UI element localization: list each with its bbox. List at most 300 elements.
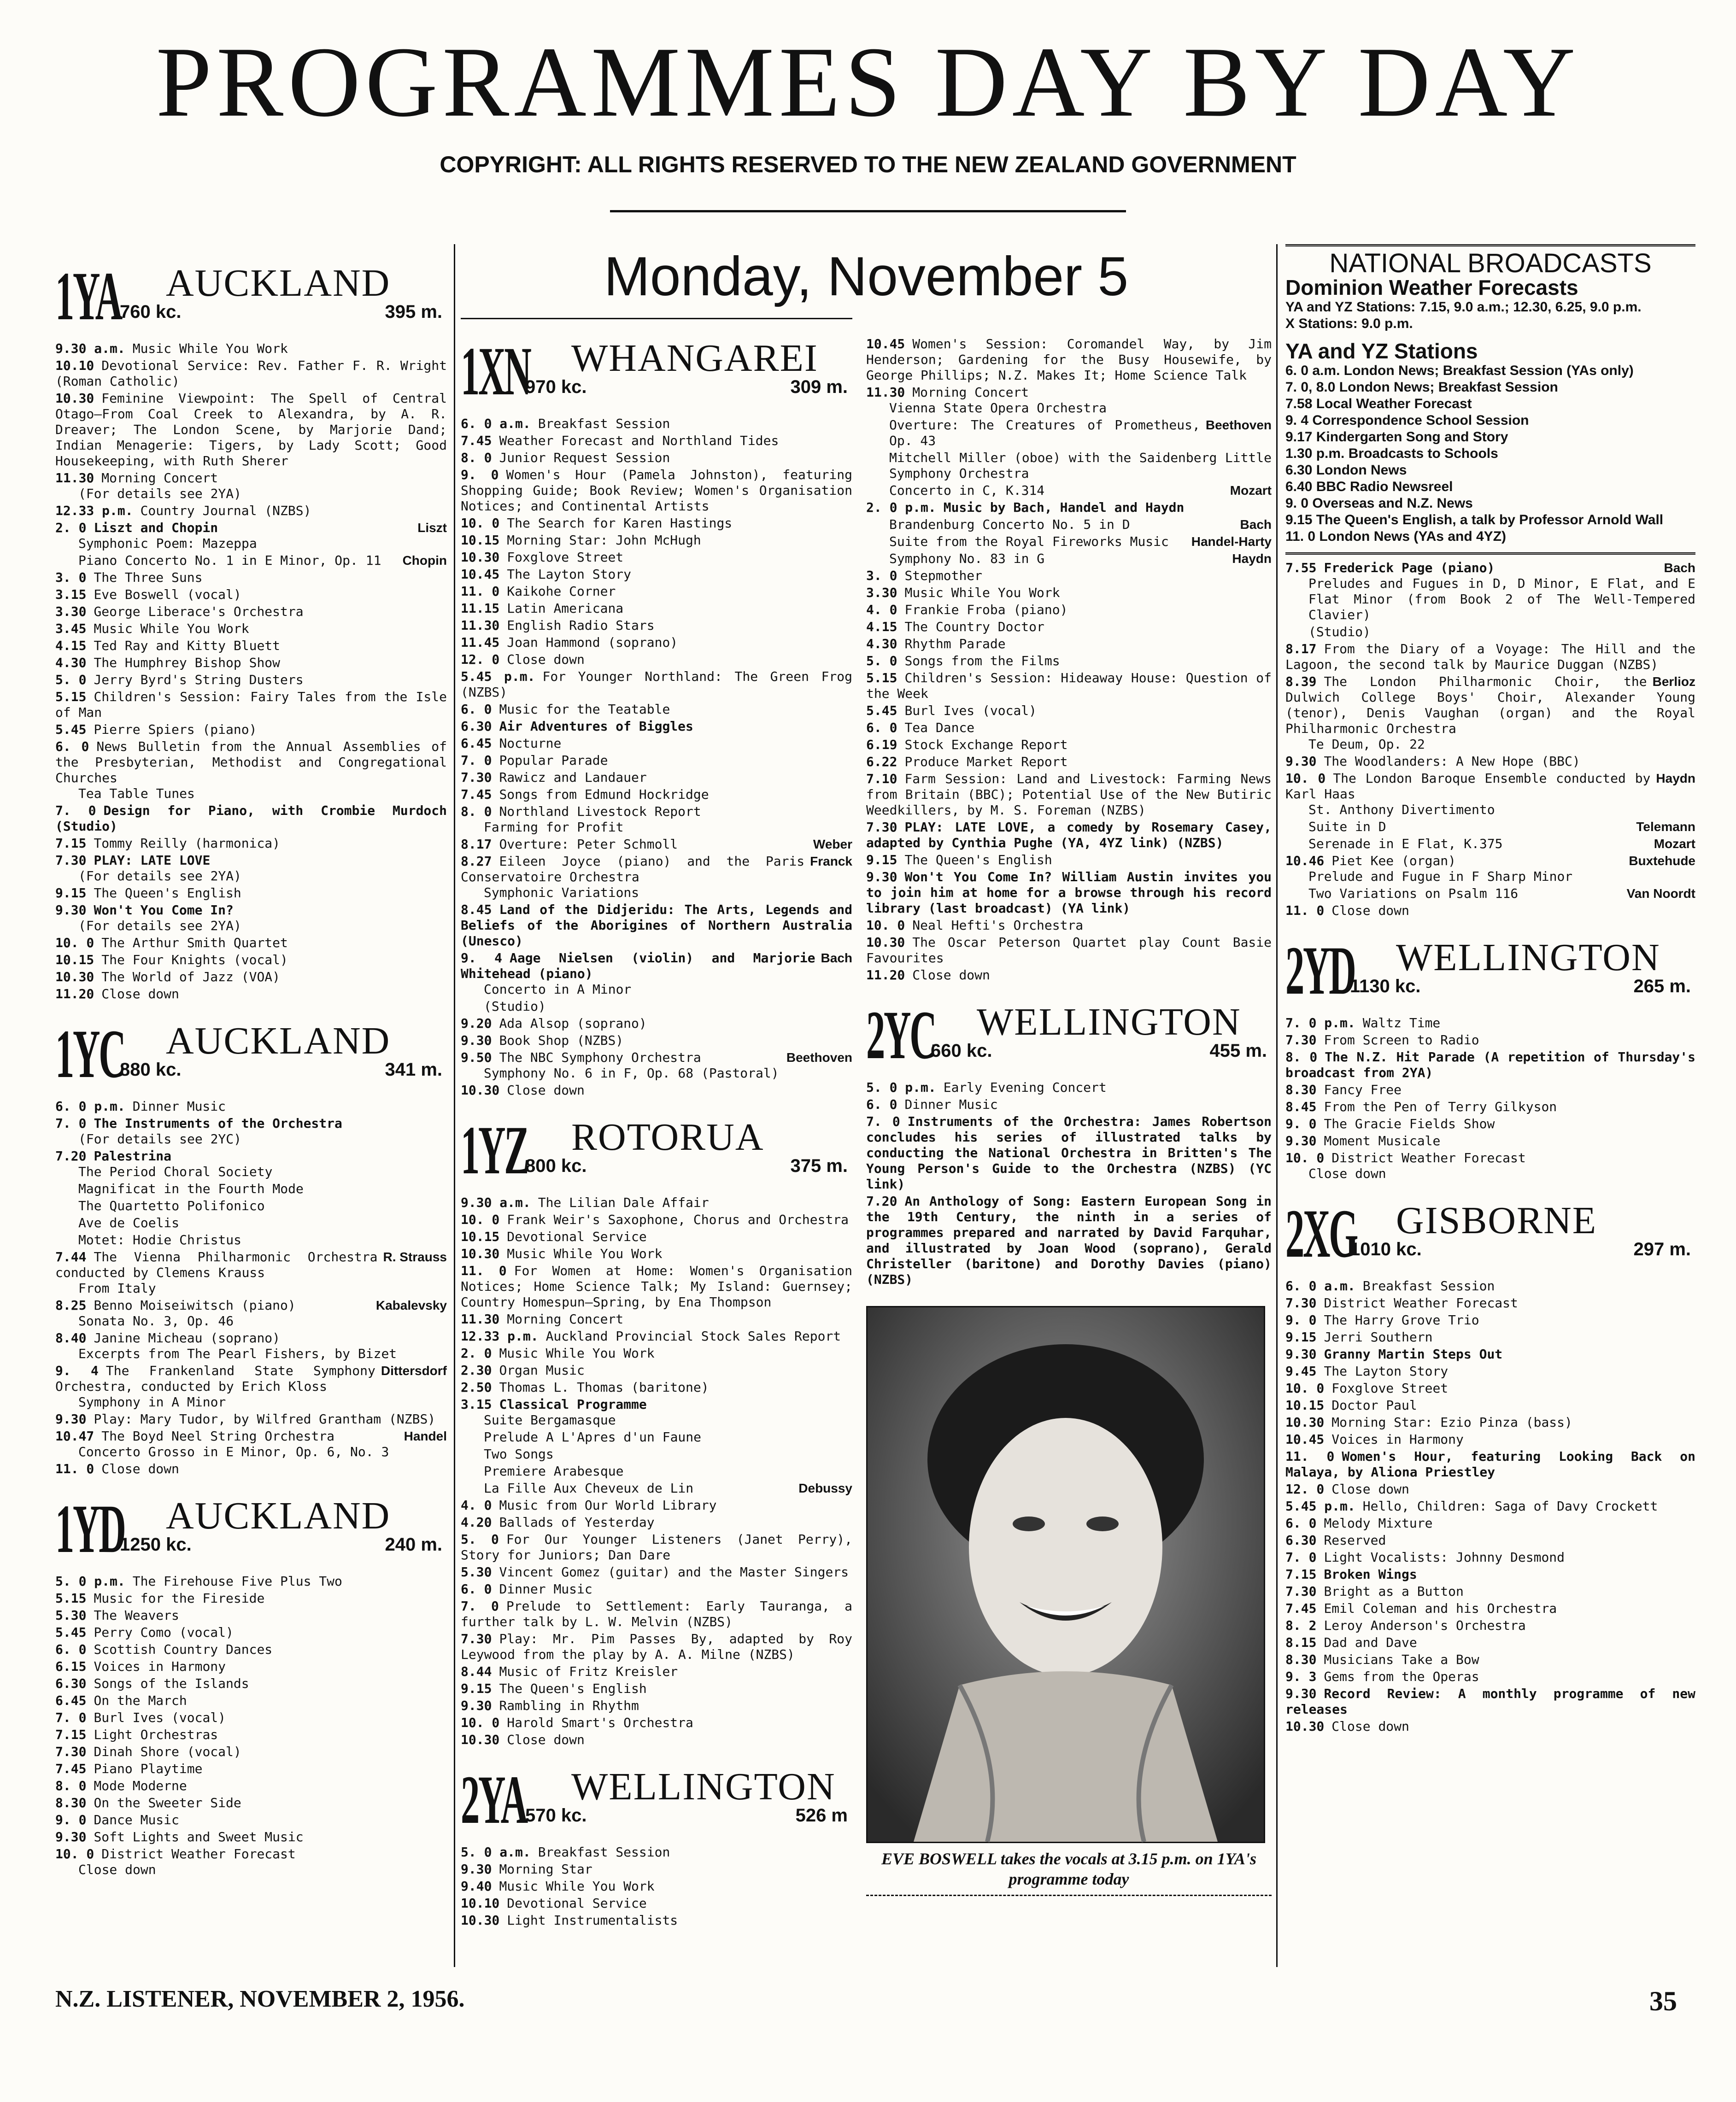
- programme-entry: [55, 358, 447, 389]
- programme-title: Premiere Arabesque: [484, 1464, 624, 1479]
- programme-title: PLAY: LATE LOVE: [94, 853, 211, 868]
- programme-entry: [1285, 1049, 1695, 1081]
- programme-title: Foxglove Street: [1331, 1381, 1449, 1396]
- yayz-line: 6.40 BBC Radio Newsreel: [1285, 479, 1453, 494]
- programme-entry: [1285, 1635, 1695, 1651]
- programme-detail: Concerto in A Minor: [484, 982, 632, 997]
- programme-entry: [866, 534, 1272, 550]
- programme-entry: [461, 635, 852, 650]
- programme-title: Frank Weir's Saxophone, Chorus and Orchestra: [507, 1212, 849, 1227]
- programme-time: 7.20: [866, 1194, 897, 1209]
- yayz-line: 9.15 The Queen's English, a talk by Professor Arnold Wall: [1285, 512, 1664, 527]
- programme-title: Frederick Page (piano): [1324, 560, 1495, 575]
- programme-entry: [55, 503, 447, 519]
- programme-time: 2.50: [461, 1380, 492, 1395]
- programme-entry: [461, 1515, 852, 1530]
- yayz-line: 7.58 Local Weather Forecast: [1285, 396, 1472, 411]
- programme-entry: [1285, 1550, 1695, 1565]
- programme-title: PLAY: LATE LOVE, a comedy by Rosemary Casey, adapted by Cynthia Pughe (YA, 4YZ link) (NZBS): [866, 820, 1272, 850]
- programme-entry: [1285, 1669, 1695, 1685]
- programme-time: 7.30: [461, 1631, 492, 1646]
- programme-time: 10. 0: [866, 918, 905, 933]
- programme-title: Play: Mary Tudor, by Wilfred Grantham (NZBS): [94, 1411, 436, 1427]
- station-name: WHANGAREI: [571, 337, 818, 380]
- programme-time: 5.15: [55, 689, 87, 704]
- programme-title: Emil Coleman and his Orchestra: [1324, 1601, 1557, 1616]
- programme-time: 7.30: [461, 770, 492, 785]
- composer: Mozart: [1654, 837, 1695, 851]
- programme-entry: [55, 1461, 447, 1477]
- programme-time: 10.15: [461, 1229, 500, 1244]
- column-4: [1285, 244, 1695, 1962]
- programme-entry: [55, 1846, 447, 1878]
- station-frequency: 760 kc.: [120, 302, 182, 322]
- programme-time: 9.20: [461, 1016, 492, 1031]
- programme-entry: [461, 770, 852, 785]
- section-rule: [1285, 244, 1695, 246]
- programme-entry: [1285, 1347, 1695, 1362]
- copyright-notice: COPYRIGHT: ALL RIGHTS RESERVED TO THE NEW ZEALAND GOVERNMENT: [440, 152, 1296, 177]
- programme-title: Jerry Byrd's String Dusters: [94, 672, 304, 687]
- programme-time: 5.30: [461, 1564, 492, 1580]
- programme-time: 6.30: [1285, 1533, 1317, 1548]
- programme-time: 9.40: [461, 1879, 492, 1894]
- programme-time: 6. 0: [55, 739, 89, 754]
- programme-time: 4.20: [461, 1515, 492, 1530]
- programme-title: Bright as a Button: [1324, 1584, 1464, 1599]
- programme-entry: [1285, 1652, 1695, 1668]
- programme-time: 6. 0 p.m.: [55, 1099, 125, 1114]
- programme-entry: [461, 1050, 852, 1081]
- programme-entry: [866, 602, 1272, 618]
- programme-entry: [866, 967, 1272, 983]
- programme-title: News Bulletin from the Annual Assemblies of the Presbyterian, Methodist and Congregational Churches: [55, 739, 447, 785]
- programme-time: 12. 0: [461, 652, 500, 667]
- programme-entry: [55, 672, 447, 688]
- programme-time: 9.30: [461, 1862, 492, 1877]
- weather-line: X Stations: 9.0 p.m.: [1285, 316, 1413, 331]
- programme-entry: [461, 515, 852, 531]
- programme-time: 3.45: [55, 621, 87, 636]
- station-wavelength: 240 m.: [385, 1534, 442, 1555]
- programme-time: 10.30: [1285, 1719, 1325, 1734]
- programme-time: 7. 0: [55, 1116, 87, 1131]
- programme-title: Produce Market Report: [904, 754, 1068, 769]
- page-footer: [55, 1985, 1677, 2016]
- programme-title: Thomas L. Thomas (baritone): [499, 1380, 709, 1395]
- programme-time: 6. 0: [461, 702, 492, 717]
- programme-time: 7.15: [1285, 1567, 1317, 1582]
- programme-entry: [1285, 1295, 1695, 1311]
- programme-entry: [461, 669, 852, 700]
- programme-entry: [461, 1879, 852, 1894]
- programme-title: Mitchell Miller (oboe) with the Saidenberg Little Symphony Orchestra: [889, 450, 1272, 481]
- composer: Berlioz: [1652, 674, 1695, 689]
- photo-caption: EVE BOSWELL takes the vocals at 3.15 p.m. on 1YA's programme today: [866, 1843, 1272, 1896]
- programme-title: Music While You Work: [499, 1346, 655, 1361]
- programme-time: 7.45: [461, 433, 492, 448]
- programme-time: 3. 0: [866, 568, 897, 583]
- programme-title: Voices in Harmony: [94, 1659, 226, 1674]
- programme-time: 7.45: [1285, 1601, 1317, 1616]
- composer: Haydn: [1232, 551, 1272, 566]
- programme-entry: [866, 483, 1272, 498]
- programme-title: From Screen to Radio: [1324, 1032, 1479, 1048]
- programme-entry: [461, 601, 852, 616]
- programme-entry: [1285, 1278, 1695, 1294]
- programme-time: 10.30: [55, 969, 94, 984]
- programme-time: 7. 0: [866, 1114, 900, 1129]
- programme-time: 9.30: [1285, 1133, 1317, 1148]
- programme-title: The NBC Symphony Orchestra: [499, 1050, 701, 1065]
- programme-time: 8.27: [461, 854, 492, 869]
- programme-entry: [55, 1744, 447, 1760]
- programme-entry: [55, 1198, 447, 1214]
- programme-title: The Search for Karen Hastings: [507, 515, 733, 531]
- programme-entry: [55, 553, 447, 568]
- programme-time: 11. 0: [1285, 1449, 1335, 1464]
- programme-time: 2. 0: [55, 520, 87, 535]
- programme-time: 9.45: [1285, 1364, 1317, 1379]
- programme-title: Serenade in E Flat, K.375: [1308, 836, 1503, 851]
- programme-time: 4.30: [866, 636, 897, 651]
- programme-title: Doctor Paul: [1331, 1398, 1417, 1413]
- programme-title: Brandenburg Concerto No. 5 in D: [889, 517, 1130, 532]
- programme-title: Morning Star: Ezio Pinza (bass): [1331, 1415, 1572, 1430]
- programme-time: 8.45: [461, 902, 492, 917]
- programme-title: Won't You Come In? William Austin invites you to join him at home for a browse through his record library (last broadcast) (YA link): [866, 869, 1272, 916]
- programme-time: 3. 0: [55, 570, 87, 585]
- programme-time: 9.15: [55, 885, 87, 901]
- programme-time: 8.30: [55, 1795, 87, 1810]
- programme-title: Leroy Anderson's Orchestra: [1324, 1618, 1526, 1633]
- programme-entry: [866, 754, 1272, 770]
- programme-title: Gems from the Operas: [1324, 1669, 1479, 1684]
- station-wavelength: 455 m.: [1209, 1041, 1267, 1061]
- programme-entry: [1285, 836, 1695, 852]
- programme-time: 8. 0: [55, 1778, 87, 1793]
- programme-time: 5.45: [55, 1625, 87, 1640]
- programme-title: Won't You Come In?: [94, 902, 234, 918]
- programme-entry: [55, 722, 447, 738]
- programme-title: Junior Request Session: [499, 450, 670, 465]
- programme-entry: [461, 804, 852, 835]
- programme-time: 9.30: [1285, 1347, 1317, 1362]
- programme-title: Foxglove Street: [507, 550, 624, 565]
- programme-title: Early Evening Concert: [943, 1080, 1107, 1095]
- programme-detail: (For details see 2YA): [78, 918, 242, 933]
- programme-time: 5.45: [55, 722, 87, 737]
- programme-title: Dinner Music: [499, 1581, 592, 1597]
- programme-entry: [55, 1298, 447, 1329]
- programme-entry: [55, 1761, 447, 1777]
- programme-entry: [461, 550, 852, 565]
- programme-detail: Suite Bergamasque: [484, 1412, 616, 1428]
- programme-entry: [866, 771, 1272, 818]
- programme-title: The Four Knights (vocal): [101, 952, 288, 967]
- programme-entry: [1285, 1312, 1695, 1328]
- programme-entry: [461, 567, 852, 582]
- programme-entry: [55, 1778, 447, 1794]
- programme-time: 12.33 p.m.: [461, 1329, 539, 1344]
- programme-entry: [55, 391, 447, 469]
- composer: Debussy: [798, 1481, 852, 1495]
- programme-entry: [461, 652, 852, 667]
- programme-title: Instruments of the Orchestra: James Robertson concludes his series of illustrated talks by conducting the National Orchestra in Britten's The Young Person's Guide to the Orchestra (NZBS) (YC link): [866, 1114, 1272, 1192]
- programme-entry: [866, 820, 1272, 851]
- programme-time: 2.30: [461, 1363, 492, 1378]
- station-code: 1YZ: [461, 1112, 528, 1189]
- section-rule: [461, 318, 852, 319]
- portrait-photo: [866, 1306, 1265, 1843]
- programme-title: The World of Jazz (VOA): [101, 969, 281, 984]
- national-broadcasts-heading: NATIONAL BROADCASTS: [1329, 248, 1652, 278]
- programme-time: 10.30: [1285, 1415, 1325, 1430]
- station-wavelength: 265 m.: [1633, 976, 1691, 996]
- programme-time: 8.30: [1285, 1652, 1317, 1667]
- programme-time: 7.30: [866, 820, 897, 835]
- programme-entry: [55, 1812, 447, 1828]
- programme-entry: [55, 1693, 447, 1709]
- programme-entry: [55, 739, 447, 802]
- programme-title: The Queen's English: [904, 852, 1052, 867]
- programme-title: On the Sweeter Side: [94, 1795, 241, 1810]
- programme-detail: From Italy: [78, 1281, 156, 1296]
- day-heading: Monday, November 5: [604, 246, 1129, 307]
- composer: Kabalevsky: [375, 1298, 447, 1312]
- programme-title: District Weather Forecast: [1324, 1295, 1518, 1311]
- programme-entry: [866, 517, 1272, 533]
- programme-time: 10. 0: [461, 1212, 500, 1227]
- column-3: [866, 336, 1272, 1962]
- programme-title: The Gracie Fields Show: [1324, 1116, 1495, 1131]
- composer: Liszt: [417, 521, 447, 535]
- programme-entry: [866, 670, 1272, 702]
- weather-heading: Dominion Weather Forecasts: [1285, 275, 1578, 299]
- programme-title: Music While You Work: [499, 1879, 655, 1894]
- programme-title: The Humphrey Bishop Show: [94, 655, 281, 670]
- programme-entry: [866, 551, 1272, 567]
- masthead: [0, 27, 1736, 212]
- programme-title: Dinner Music: [904, 1097, 998, 1112]
- programme-entry: [461, 999, 852, 1014]
- programme-title: Voices in Harmony: [1331, 1432, 1464, 1447]
- programme-entry: [55, 1249, 447, 1296]
- programme-time: 9. 3: [1285, 1669, 1317, 1684]
- station-frequency: 800 kc.: [525, 1156, 587, 1176]
- station-name: AUCKLAND: [166, 1494, 391, 1537]
- publication-line: N.Z. LISTENER, NOVEMBER 2, 1956.: [55, 1986, 465, 2012]
- programme-title: Dad and Dave: [1324, 1635, 1417, 1650]
- programme-entry: [866, 417, 1272, 449]
- programme-entry: [461, 787, 852, 802]
- programme-time: 3.15: [55, 587, 87, 602]
- programme-title: Frankie Froba (piano): [904, 602, 1068, 617]
- programme-title: Rhythm Parade: [904, 636, 1006, 651]
- programme-entry: [1285, 1364, 1695, 1379]
- programme-title: Children's Session: Hideaway House: Question of the Week: [866, 670, 1272, 701]
- programme-time: 10.45: [1285, 1432, 1325, 1447]
- composer: Bach: [1664, 561, 1695, 575]
- programme-list-national: [1285, 560, 1695, 919]
- programme-title: Latin Americana: [507, 601, 624, 616]
- programme-title: Prelude to Settlement: Early Tauranga, a further talk by L. W. Melvin (NZBS): [461, 1598, 852, 1629]
- programme-title: Music of Fritz Kreisler: [499, 1664, 678, 1679]
- programme-entry: [461, 533, 852, 548]
- programme-time: 9.15: [866, 852, 897, 867]
- programme-detail: (For details see 2YA): [78, 868, 242, 884]
- programme-time: 11. 0: [461, 1263, 507, 1278]
- station-frequency: 1250 kc.: [120, 1534, 192, 1555]
- programme-detail: The Period Choral Society: [78, 1164, 273, 1179]
- programme-time: 6.22: [866, 754, 897, 769]
- programme-time: 6.30: [55, 1676, 87, 1691]
- programme-entry: [866, 1194, 1272, 1288]
- programme-time: 10.10: [55, 358, 94, 373]
- station-header-1yd: [55, 1491, 447, 1569]
- programme-entry: [461, 1581, 852, 1597]
- programme-title: Kaikohe Corner: [507, 584, 616, 599]
- yayz-heading: YA and YZ Stations: [1285, 339, 1478, 363]
- programme-title: District Weather Forecast: [101, 1846, 296, 1862]
- composer: Dittersdorf: [381, 1364, 447, 1378]
- programme-entry: [55, 1659, 447, 1675]
- programme-entry: [461, 1715, 852, 1731]
- programme-entry: [55, 1363, 447, 1410]
- programme-title: The Oscar Peterson Quartet play Count Basie Favourites: [866, 935, 1272, 966]
- programme-time: 7. 0: [461, 1598, 499, 1614]
- programme-detail: Preludes and Fugues in D, D Minor, E Flat, and E Flat Minor (from Book 2 of The Well-Tempered Clavier): [1308, 576, 1695, 622]
- programme-entry: [1285, 1499, 1695, 1514]
- programme-time: 8. 0: [461, 450, 492, 465]
- programme-detail: (For details see 2YA): [78, 486, 242, 501]
- programme-time: 9.30: [866, 869, 897, 884]
- programme-title: The Queen's English: [94, 885, 241, 901]
- station-frequency: 1130 kc.: [1350, 976, 1421, 996]
- programme-title: Morning Star: [499, 1862, 592, 1877]
- programme-title: Tea Dance: [904, 720, 975, 735]
- programme-title: Liszt and Chopin: [94, 520, 218, 535]
- programme-title: The Vienna Philharmonic Orchestra conducted by Clemens Krauss: [55, 1249, 378, 1280]
- programme-time: 7. 0: [1285, 1550, 1317, 1565]
- programme-entry: [461, 1212, 852, 1228]
- programme-entry: [1285, 819, 1695, 835]
- programme-entry: [55, 935, 447, 951]
- programme-entry: [1285, 1150, 1695, 1182]
- composer: Telemann: [1636, 820, 1695, 834]
- page-number: 35: [1649, 1986, 1677, 2016]
- station-code: 2XG: [1285, 1195, 1357, 1272]
- programme-title: Broken Wings: [1324, 1567, 1417, 1582]
- programme-title: Musicians Take a Bow: [1324, 1652, 1479, 1667]
- programme-entry: [55, 803, 447, 834]
- programme-entry: [1285, 1381, 1695, 1396]
- programme-entry: [55, 470, 447, 502]
- programme-title: Piet Kee (organ): [1331, 853, 1456, 868]
- programme-entry: [461, 618, 852, 633]
- programme-entry: [461, 1083, 852, 1098]
- programme-entry: [55, 902, 447, 934]
- programme-title: Popular Parade: [499, 753, 608, 768]
- programme-title: The Three Suns: [94, 570, 203, 585]
- composer: Weber: [813, 837, 852, 851]
- programme-list-1xn: [461, 416, 852, 1098]
- programme-time: 10. 0: [1285, 1150, 1325, 1165]
- programme-time: 8.39: [1285, 674, 1317, 689]
- station-name: ROTORUA: [571, 1116, 764, 1159]
- programme-entry: [1285, 1584, 1695, 1599]
- programme-title: Morning Concert: [912, 385, 1029, 400]
- programme-title: Tommy Reilly (harmonica): [94, 836, 281, 851]
- programme-detail: Farming for Profit: [484, 820, 624, 835]
- programme-list-1yd: [55, 1574, 447, 1878]
- composer: Handel: [404, 1429, 447, 1443]
- programme-time: 6. 0 a.m.: [461, 416, 531, 431]
- composer: Bach: [821, 951, 852, 965]
- programme-time: 7.15: [55, 1727, 87, 1742]
- programme-entry: [55, 520, 447, 551]
- programme-time: 5. 0 a.m.: [461, 1844, 531, 1860]
- programme-title: Children's Session: Fairy Tales from the Isle of Man: [55, 689, 447, 720]
- programme-entry: [55, 969, 447, 985]
- programme-entry: [866, 869, 1272, 916]
- programme-time: 2. 0 p.m.: [866, 500, 936, 515]
- programme-entry: [55, 1574, 447, 1589]
- programme-entry: [1285, 754, 1695, 769]
- programme-time: 9. 4: [461, 950, 503, 966]
- programme-title: Women's Hour (Pamela Johnston), featuring Shopping Guide; Book Review; Women's Organisation Notices; and Continental Artists: [461, 467, 852, 514]
- programme-title: (Studio): [484, 999, 546, 1014]
- programme-entry: [55, 885, 447, 901]
- programme-time: 9.30: [55, 1411, 87, 1427]
- programme-time: 11.20: [866, 967, 905, 983]
- programme-title: Devotional Service: Rev. Father F. R. Wright (Roman Catholic): [55, 358, 447, 389]
- programme-entry: [1285, 1133, 1695, 1149]
- composer: Haydn: [1656, 771, 1695, 785]
- programme-entry: [866, 450, 1272, 481]
- station-code: 1YA: [55, 258, 121, 334]
- programme-entry: [461, 1598, 852, 1630]
- composer: Franck: [810, 854, 852, 868]
- programme-list-1yz: [461, 1195, 852, 1748]
- programme-title: Light Instrumentalists: [507, 1913, 678, 1928]
- programme-entry: [461, 854, 852, 901]
- programme-entry: [1285, 1432, 1695, 1447]
- programme-title: Land of the Didjeridu: The Arts, Legends and Beliefs of the Aborigines of Northern Australia (Unesco): [461, 902, 852, 949]
- programme-title: Design for Piano, with Crombie Murdoch (Studio): [55, 803, 447, 834]
- programme-title: The Instruments of the Orchestra: [94, 1116, 342, 1131]
- programme-entry: [461, 1913, 852, 1928]
- programme-entry: [55, 1608, 447, 1623]
- programme-title: Waltz Time: [1362, 1015, 1441, 1031]
- portrait-image: [868, 1307, 1264, 1842]
- programme-entry: [55, 587, 447, 603]
- station-code: 2YC: [866, 997, 936, 1073]
- programme-time: 10.15: [461, 533, 500, 548]
- programme-time: 5. 0 p.m.: [866, 1080, 936, 1095]
- programme-entry: [866, 737, 1272, 753]
- programme-time: 9.30: [1285, 754, 1317, 769]
- programme-title: Burl Ives (vocal): [94, 1710, 226, 1725]
- programme-title: Two Variations on Psalm 116: [1308, 886, 1519, 901]
- programme-title: Close down: [1331, 903, 1409, 918]
- programme-entry: [461, 702, 852, 717]
- programme-entry: [461, 1481, 852, 1496]
- programme-time: 6.30: [461, 719, 492, 734]
- programme-entry: [866, 720, 1272, 736]
- programme-entry: [1285, 1481, 1695, 1497]
- programme-entry: [461, 1664, 852, 1680]
